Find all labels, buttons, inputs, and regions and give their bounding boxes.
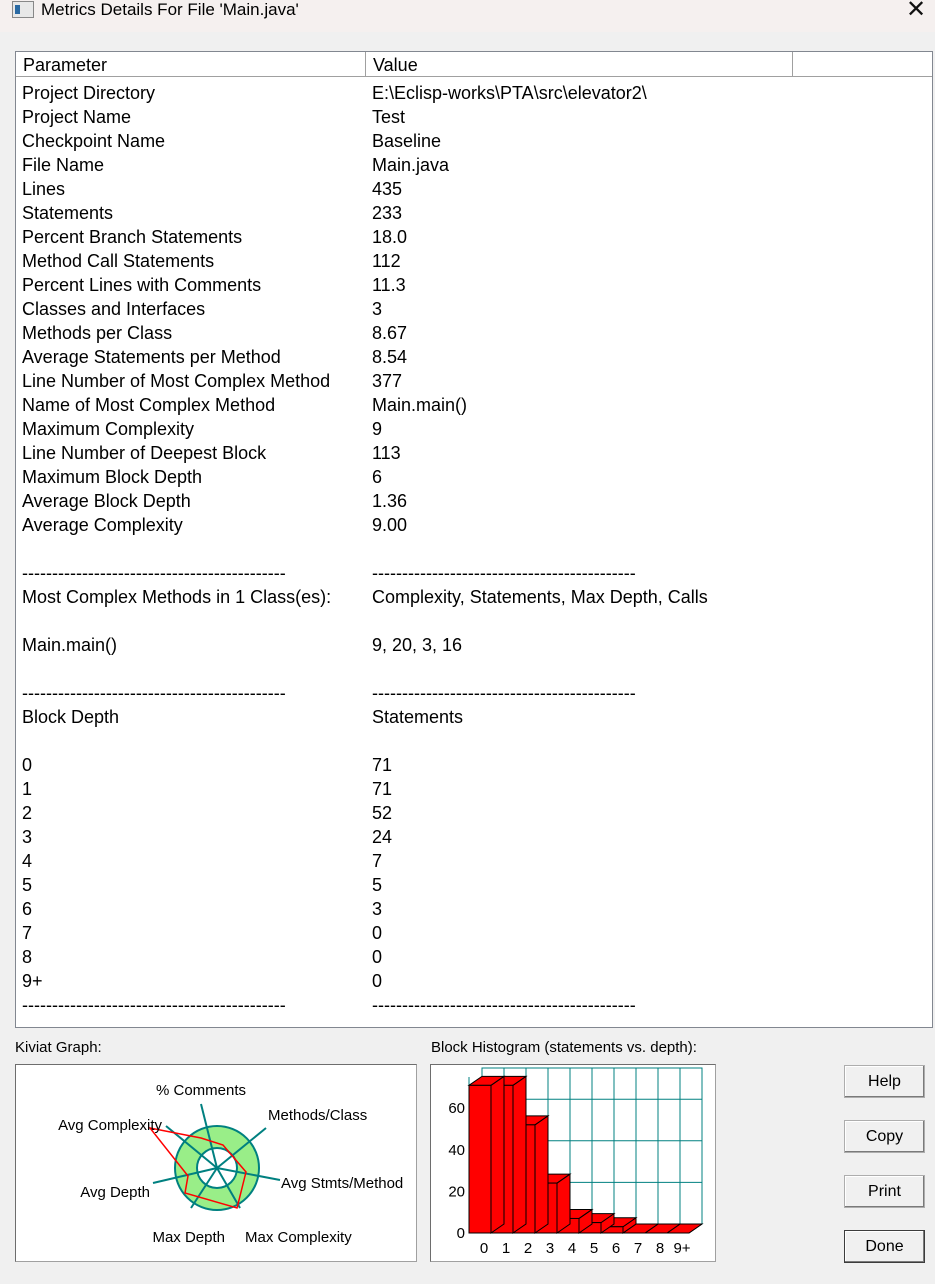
- histogram-x-tick-label: 9+: [673, 1240, 691, 1257]
- parameter-cell: 9+: [22, 971, 43, 991]
- histogram-y-tick-label: 0: [456, 1225, 465, 1242]
- parameter-cell: Checkpoint Name: [22, 131, 166, 151]
- parameter-cell: File Name: [22, 155, 105, 175]
- table-row[interactable]: [16, 825, 916, 849]
- column-header-empty[interactable]: [793, 52, 933, 77]
- histogram-label: Block Histogram (statements vs. depth):: [431, 1039, 697, 1056]
- parameter-cell: Methods per Class: [22, 323, 173, 343]
- help-button[interactable]: Help: [844, 1065, 925, 1098]
- title-bar: [0, 0, 935, 32]
- table-row[interactable]: [16, 609, 916, 633]
- value-cell: 435: [372, 179, 403, 199]
- histogram-panel: [430, 1064, 716, 1262]
- value-cell: 1.36: [372, 491, 408, 511]
- value-cell: Statements: [372, 707, 464, 727]
- value-cell: 9: [372, 419, 383, 439]
- value-cell: 0: [372, 923, 383, 943]
- value-cell: 0: [372, 971, 383, 991]
- parameter-cell: Lines: [22, 179, 66, 199]
- value-cell: 11.3: [372, 275, 406, 295]
- histogram-x-tick-label: 2: [523, 1240, 533, 1257]
- histogram-x-tick-label: 6: [611, 1240, 621, 1257]
- parameter-cell: 8: [22, 947, 33, 967]
- value-cell: Main.java: [372, 155, 450, 175]
- value-cell: 71: [372, 755, 393, 775]
- kiviat-axis-label: Max Depth: [152, 1229, 225, 1246]
- table-row[interactable]: [16, 81, 916, 105]
- table-row[interactable]: [16, 897, 916, 921]
- value-cell: 9, 20, 3, 16: [372, 635, 463, 655]
- window-title: Metrics Details For File 'Main.java': [41, 0, 299, 19]
- print-button[interactable]: Print: [844, 1175, 925, 1208]
- value-cell: 7: [372, 851, 383, 871]
- parameter-cell: --------------------------------------------: [22, 563, 286, 583]
- parameter-cell: Project Directory: [22, 83, 156, 103]
- kiviat-axis-label: Avg Depth: [80, 1184, 150, 1201]
- parameter-cell: 7: [22, 923, 33, 943]
- column-header-value[interactable]: Value: [366, 52, 793, 77]
- histogram-x-tick-label: 7: [633, 1240, 643, 1257]
- value-cell: 112: [372, 251, 401, 271]
- histogram-x-tick-label: 3: [545, 1240, 555, 1257]
- parameter-cell: --------------------------------------------: [22, 683, 286, 703]
- parameter-cell: Classes and Interfaces: [22, 299, 206, 319]
- table-row[interactable]: [16, 921, 916, 945]
- histogram-y-tick-label: 60: [448, 1100, 465, 1118]
- value-cell: Test: [372, 107, 406, 127]
- kiviat-graph-panel: [15, 1064, 417, 1262]
- table-row[interactable]: [16, 729, 916, 753]
- histogram-x-tick-label: 1: [501, 1240, 511, 1257]
- table-row[interactable]: [16, 657, 916, 681]
- table-row[interactable]: [16, 681, 916, 705]
- value-cell: --------------------------------------------: [372, 683, 636, 703]
- parameter-cell: Block Depth: [22, 707, 120, 727]
- table-row[interactable]: [16, 273, 916, 297]
- parameter-cell: Percent Branch Statements: [22, 227, 243, 247]
- value-cell: 24: [372, 827, 393, 847]
- table-row[interactable]: [16, 561, 916, 585]
- table-row[interactable]: [16, 969, 916, 993]
- value-cell: 5: [372, 875, 383, 895]
- table-row[interactable]: [16, 129, 916, 153]
- table-row[interactable]: [16, 465, 916, 489]
- value-cell: 3: [372, 899, 383, 919]
- table-row[interactable]: [16, 633, 916, 657]
- kiviat-graph: [16, 1065, 416, 1261]
- kiviat-graph-label: Kiviat Graph:: [15, 1039, 102, 1056]
- value-cell: 8.67: [372, 323, 408, 343]
- block-histogram: [431, 1065, 715, 1261]
- parameter-cell: 2: [22, 803, 33, 823]
- table-row[interactable]: [16, 441, 916, 465]
- table-row[interactable]: [16, 177, 916, 201]
- parameter-cell: Average Complexity: [22, 515, 183, 535]
- histogram-x-tick-label: 5: [589, 1240, 599, 1257]
- table-row[interactable]: [16, 777, 916, 801]
- table-row[interactable]: [16, 873, 916, 897]
- value-cell: 3: [372, 299, 383, 319]
- table-row[interactable]: [16, 801, 916, 825]
- value-cell: 9.00: [372, 515, 408, 535]
- table-row[interactable]: [16, 417, 916, 441]
- histogram-bar-side: [557, 1174, 570, 1233]
- value-cell: 0: [372, 947, 383, 967]
- parameter-cell: 0: [22, 755, 33, 775]
- table-row[interactable]: [16, 153, 916, 177]
- table-row[interactable]: [16, 945, 916, 969]
- histogram-x-tick-label: 8: [655, 1240, 665, 1257]
- table-row[interactable]: [16, 849, 916, 873]
- value-cell: Baseline: [372, 131, 442, 151]
- metrics-table[interactable]: [15, 51, 933, 1028]
- close-button[interactable]: ✕: [905, 0, 927, 23]
- copy-button[interactable]: Copy: [844, 1120, 925, 1153]
- value-cell: --------------------------------------------: [372, 563, 636, 583]
- column-header-parameter[interactable]: Parameter: [16, 52, 366, 77]
- histogram-y-tick-label: 20: [448, 1183, 465, 1201]
- parameter-cell: Line Number of Deepest Block: [22, 443, 267, 463]
- table-row[interactable]: [16, 489, 916, 513]
- histogram-bar-front: [469, 1085, 491, 1233]
- table-row[interactable]: [16, 585, 916, 609]
- histogram-bar-side: [535, 1116, 548, 1233]
- table-row[interactable]: [16, 225, 916, 249]
- parameter-cell: Line Number of Most Complex Method: [22, 371, 331, 391]
- parameter-cell: 4: [22, 851, 33, 871]
- parameter-cell: Name of Most Complex Method: [22, 395, 276, 415]
- kiviat-axis-label: Methods/Class: [268, 1107, 368, 1124]
- parameter-cell: Maximum Block Depth: [22, 467, 203, 487]
- histogram-bar-side: [491, 1076, 504, 1233]
- parameter-cell: Maximum Complexity: [22, 419, 195, 439]
- done-button[interactable]: Done: [844, 1230, 925, 1263]
- histogram-bar: [469, 1076, 504, 1233]
- parameter-cell: 1: [22, 779, 33, 799]
- parameter-cell: Average Statements per Method: [22, 347, 281, 367]
- kiviat-axis-label: Max Complexity: [245, 1229, 352, 1246]
- value-cell: --------------------------------------------: [372, 995, 636, 1015]
- parameter-cell: --------------------------------------------: [22, 995, 286, 1015]
- parameter-cell: Method Call Statements: [22, 251, 215, 271]
- parameter-cell: Percent Lines with Comments: [22, 275, 262, 295]
- table-row[interactable]: [16, 105, 916, 129]
- table-row[interactable]: [16, 369, 916, 393]
- histogram-x-tick-label: 0: [479, 1240, 489, 1257]
- table-row[interactable]: [16, 321, 916, 345]
- value-cell: 233: [372, 203, 403, 223]
- table-row[interactable]: [16, 345, 916, 369]
- kiviat-axis-label: Avg Complexity: [58, 1117, 162, 1134]
- value-cell: 377: [372, 371, 403, 391]
- parameter-cell: Most Complex Methods in 1 Class(es):: [22, 587, 332, 607]
- value-cell: 8.54: [372, 347, 408, 367]
- app-icon: [12, 1, 34, 18]
- parameter-cell: 3: [22, 827, 33, 847]
- parameter-cell: Project Name: [22, 107, 132, 127]
- parameter-cell: Main.main(): [22, 635, 118, 655]
- parameter-cell: 5: [22, 875, 33, 895]
- value-cell: Complexity, Statements, Max Depth, Calls: [372, 587, 708, 607]
- kiviat-axis-label: Avg Stmts/Method: [281, 1175, 404, 1192]
- value-cell: 52: [372, 803, 393, 823]
- value-cell: 71: [372, 779, 393, 799]
- table-row[interactable]: [16, 753, 916, 777]
- kiviat-axis-label: % Comments: [155, 1082, 247, 1099]
- histogram-x-tick-label: 4: [567, 1240, 577, 1257]
- histogram-bar-side: [513, 1076, 526, 1233]
- value-cell: 6: [372, 467, 383, 487]
- parameter-cell: Average Block Depth: [22, 491, 191, 511]
- value-cell: 18.0: [372, 227, 408, 247]
- table-row[interactable]: [16, 297, 916, 321]
- table-row[interactable]: [16, 993, 916, 1017]
- table-row[interactable]: [16, 393, 916, 417]
- value-cell: E:\Eclisp-works\PTA\src\elevator2\: [372, 83, 647, 103]
- value-cell: Main.main(): [372, 395, 468, 415]
- parameter-cell: 6: [22, 899, 33, 919]
- table-row[interactable]: [16, 537, 916, 561]
- value-cell: 113: [372, 443, 401, 463]
- table-row[interactable]: [16, 249, 916, 273]
- table-row[interactable]: [16, 201, 916, 225]
- histogram-y-tick-label: 40: [448, 1141, 465, 1159]
- table-row[interactable]: [16, 513, 916, 537]
- parameter-cell: Statements: [22, 203, 114, 223]
- table-row[interactable]: [16, 705, 916, 729]
